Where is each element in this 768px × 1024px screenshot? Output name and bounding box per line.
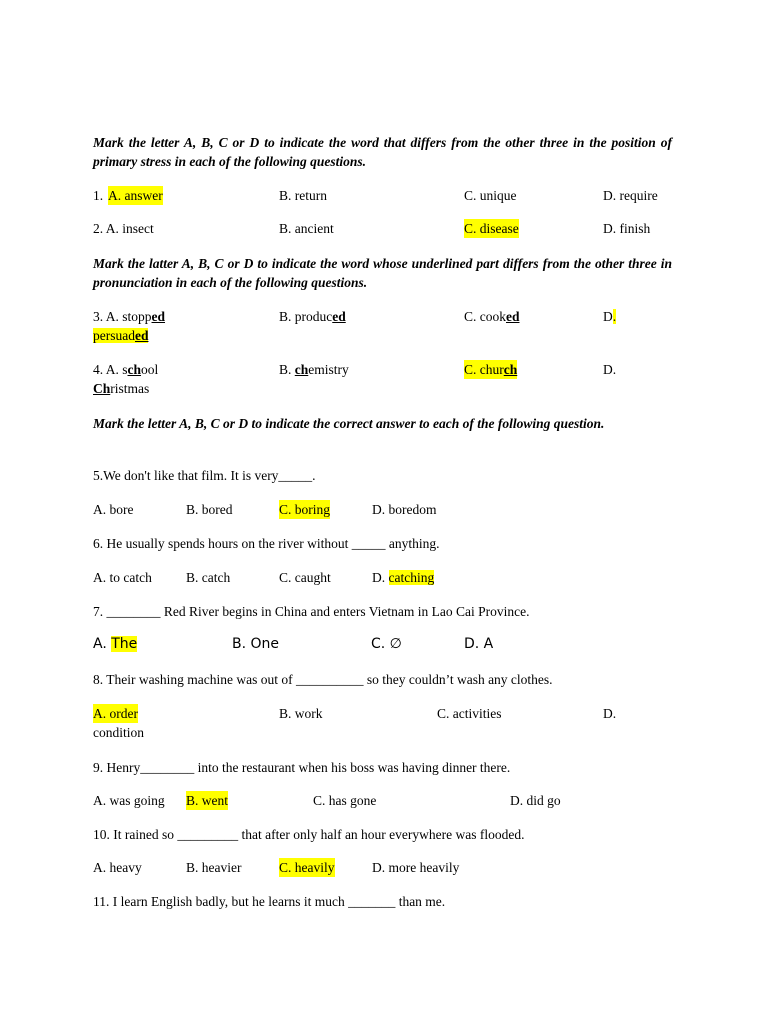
q1-option-b: B. return <box>279 188 327 203</box>
q8-option-b: B. work <box>279 706 323 721</box>
q9-option-a: A. was going <box>93 793 165 808</box>
q1-option-d: D. require <box>603 188 658 203</box>
question-5-options <box>93 500 672 519</box>
q4-option-d-continued: Christmas <box>93 381 150 396</box>
q4-option-a: 4. A. school <box>93 362 159 377</box>
question-6-stem: 6. He usually spends hours on the river without _____ anything. <box>93 536 440 551</box>
question-10-options <box>93 858 672 877</box>
q2-option-d: D. finish <box>603 221 651 236</box>
q9-option-d: D. did go <box>510 793 561 808</box>
q6-option-d: D. catching <box>372 570 435 585</box>
q8-option-c: C. activities <box>437 706 502 721</box>
q5-option-b: B. bored <box>186 502 233 517</box>
q3-option-b: B. produced <box>279 309 346 324</box>
q7-option-b: B. One <box>232 636 280 652</box>
q8-option-a: A. order <box>93 706 138 721</box>
q1-number: 1. <box>93 188 104 203</box>
question-8-stem: 8. Their washing machine was out of __________ so they couldn’t wash any clothes. <box>93 672 553 687</box>
q6-option-c: C. caught <box>279 570 331 585</box>
section3-instruction: Mark the letter A, B, C or D to indicate the correct answer to each of the following question. <box>93 416 605 431</box>
section1-instruction: Mark the letter A, B, C or D to indicate the word that differs from the other three in the position of primary stress in each of the following questions. <box>93 135 672 169</box>
q7-option-c: C. ∅ <box>371 636 402 652</box>
q3-option-d-continued: persuaded <box>93 328 149 343</box>
q2-option-b: B. ancient <box>279 221 334 236</box>
q8-option-d: D. <box>603 706 617 721</box>
q10-option-a: A. heavy <box>93 860 142 875</box>
q6-option-a: A. to catch <box>93 570 152 585</box>
question-8-options <box>93 704 672 723</box>
q10-option-b: B. heavier <box>186 860 242 875</box>
q5-option-c: C. boring <box>279 502 331 517</box>
q10-option-d: D. more heavily <box>372 860 460 875</box>
q3-option-c: C. cooked <box>464 309 520 324</box>
q9-option-b: B. went <box>186 793 228 808</box>
question-9-stem: 9. Henry________ into the restaurant when his boss was having dinner there. <box>93 760 511 775</box>
question-9-options <box>93 791 672 810</box>
question-2-options <box>93 219 672 238</box>
q2-option-c: C. disease <box>464 221 519 236</box>
q5-option-d: D. boredom <box>372 502 437 517</box>
question-1-options <box>93 186 672 205</box>
q9-option-c: C. has gone <box>313 793 377 808</box>
q4-option-c: C. church <box>464 362 518 377</box>
q2-option-a: 2. A. insect <box>93 221 154 236</box>
q3-option-d: D. <box>603 309 617 324</box>
q3-option-a: 3. A. stopped <box>93 309 166 324</box>
question-4-options <box>93 360 672 379</box>
q6-option-b: B. catch <box>186 570 231 585</box>
q4-option-b: B. chemistry <box>279 362 349 377</box>
question-5-stem: 5.We don't like that film. It is very_____. <box>93 468 316 483</box>
q7-option-a: A. The <box>93 636 138 652</box>
question-6-options <box>93 568 672 587</box>
question-7-options <box>93 635 672 654</box>
question-11-stem: 11. I learn English badly, but he learns it much _______ than me. <box>93 894 446 909</box>
q8-option-d-continued: condition <box>93 725 144 740</box>
q10-option-c: C. heavily <box>279 860 335 875</box>
q7-option-d: D. A <box>464 636 494 652</box>
question-3-options <box>93 307 672 326</box>
q1-option-c: C. unique <box>464 188 517 203</box>
question-7-stem: 7. ________ Red River begins in China and enters Vietnam in Lao Cai Province. <box>93 604 530 619</box>
question-10-stem: 10. It rained so _________ that after only half an hour everywhere was flooded. <box>93 827 525 842</box>
q5-option-a: A. bore <box>93 502 134 517</box>
q1-option-a: A. answer <box>108 188 163 203</box>
section2-instruction: Mark the latter A, B, C or D to indicate the word whose underlined part differs from the other three in pronunciation in each of the following questions. <box>93 256 672 290</box>
q4-option-d: D. <box>603 362 617 377</box>
